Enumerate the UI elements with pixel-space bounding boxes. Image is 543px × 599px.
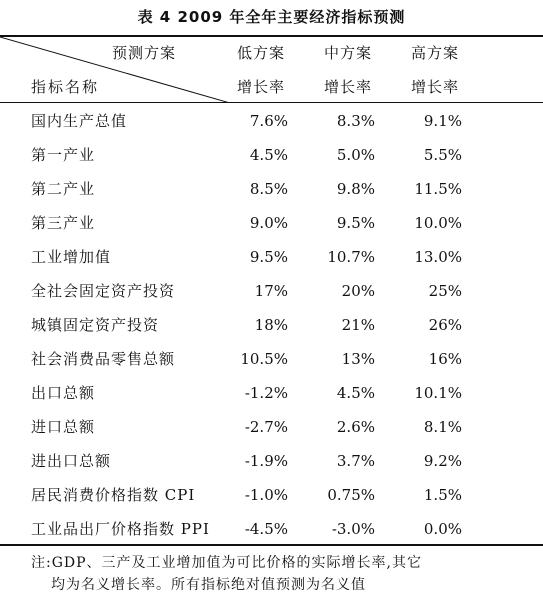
indicator-name: 国内生产总值	[31, 112, 128, 130]
value-low: -1.9%	[244, 452, 288, 470]
indicator-name: 城镇固定资产投资	[31, 316, 160, 334]
table-row	[0, 240, 543, 274]
indicator-name: 社会消费品零售总额	[31, 350, 176, 368]
indicator-name: 进出口总额	[31, 452, 112, 470]
value-low: 9.5%	[249, 248, 288, 266]
value-mid: 5.0%	[336, 146, 375, 164]
value-low: 18%	[254, 316, 288, 334]
value-low: 10.5%	[240, 350, 288, 368]
value-high: 26%	[428, 316, 462, 334]
indicator-name: 进口总额	[31, 418, 96, 436]
indicator-name: 出口总额	[31, 384, 96, 402]
value-high: 11.5%	[414, 180, 462, 198]
column-growth-label: 增长率	[323, 78, 372, 96]
value-high: 9.1%	[423, 112, 462, 130]
value-mid: 9.5%	[336, 214, 375, 232]
value-high: 9.2%	[423, 452, 462, 470]
table-row	[0, 206, 543, 240]
column-growth-label: 增长率	[236, 78, 285, 96]
value-mid: 13%	[341, 350, 375, 368]
value-low: 7.6%	[249, 112, 288, 130]
indicator-name: 工业品出厂价格指数 PPI	[31, 520, 210, 538]
table-row	[0, 138, 543, 172]
value-mid: 2.6%	[336, 418, 375, 436]
note-line-1: 注:GDP、三产及工业增加值为可比价格的实际增长率,其它	[31, 555, 422, 571]
value-low: 9.0%	[249, 214, 288, 232]
table-row	[0, 512, 543, 546]
table-row	[0, 274, 543, 308]
indicator-name: 第二产业	[31, 180, 96, 198]
column-plan-label: 高方案	[410, 44, 459, 62]
value-high: 16%	[428, 350, 462, 368]
value-high: 0.0%	[423, 520, 462, 538]
table-row	[0, 342, 543, 376]
value-high: 10.1%	[414, 384, 462, 402]
indicator-label: 指标名称	[31, 78, 100, 96]
table-row	[0, 308, 543, 342]
table-note	[31, 552, 531, 596]
value-high: 25%	[428, 282, 462, 300]
indicator-name: 第一产业	[31, 146, 96, 164]
note-line-2: 均为名义增长率。所有指标绝对值预测为名义值	[51, 577, 366, 593]
column-plan-label: 中方案	[323, 44, 372, 62]
indicator-name: 工业增加值	[31, 248, 112, 266]
value-high: 5.5%	[423, 146, 462, 164]
value-low: 17%	[254, 282, 288, 300]
column-plan-label: 低方案	[236, 44, 285, 62]
value-high: 8.1%	[423, 418, 462, 436]
indicator-name: 第三产业	[31, 214, 96, 232]
value-low: -2.7%	[244, 418, 288, 436]
table-row	[0, 104, 543, 138]
table-title: 表 4 2009 年全年主要经济指标预测	[137, 8, 406, 26]
value-mid: 8.3%	[336, 112, 375, 130]
header-rule	[0, 102, 543, 103]
column-growth-label: 增长率	[410, 78, 459, 96]
value-low: -1.2%	[244, 384, 288, 402]
value-mid: 0.75%	[327, 486, 375, 504]
table-row	[0, 410, 543, 444]
value-mid: 3.7%	[336, 452, 375, 470]
value-mid: -3.0%	[331, 520, 375, 538]
value-mid: 20%	[341, 282, 375, 300]
plan-label: 预测方案	[112, 44, 177, 62]
value-low: -1.0%	[244, 486, 288, 504]
value-high: 13.0%	[414, 248, 462, 266]
value-mid: 9.8%	[336, 180, 375, 198]
table-row	[0, 376, 543, 410]
table-row	[0, 444, 543, 478]
value-low: 4.5%	[249, 146, 288, 164]
table-row	[0, 172, 543, 206]
value-mid: 4.5%	[336, 384, 375, 402]
bottom-rule	[0, 544, 543, 546]
value-mid: 10.7%	[327, 248, 375, 266]
table-row	[0, 478, 543, 512]
value-high: 1.5%	[423, 486, 462, 504]
indicator-name: 居民消费价格指数 CPI	[31, 486, 196, 504]
value-low: 8.5%	[249, 180, 288, 198]
indicator-name: 全社会固定资产投资	[31, 282, 176, 300]
value-high: 10.0%	[414, 214, 462, 232]
value-low: -4.5%	[244, 520, 288, 538]
value-mid: 21%	[341, 316, 375, 334]
